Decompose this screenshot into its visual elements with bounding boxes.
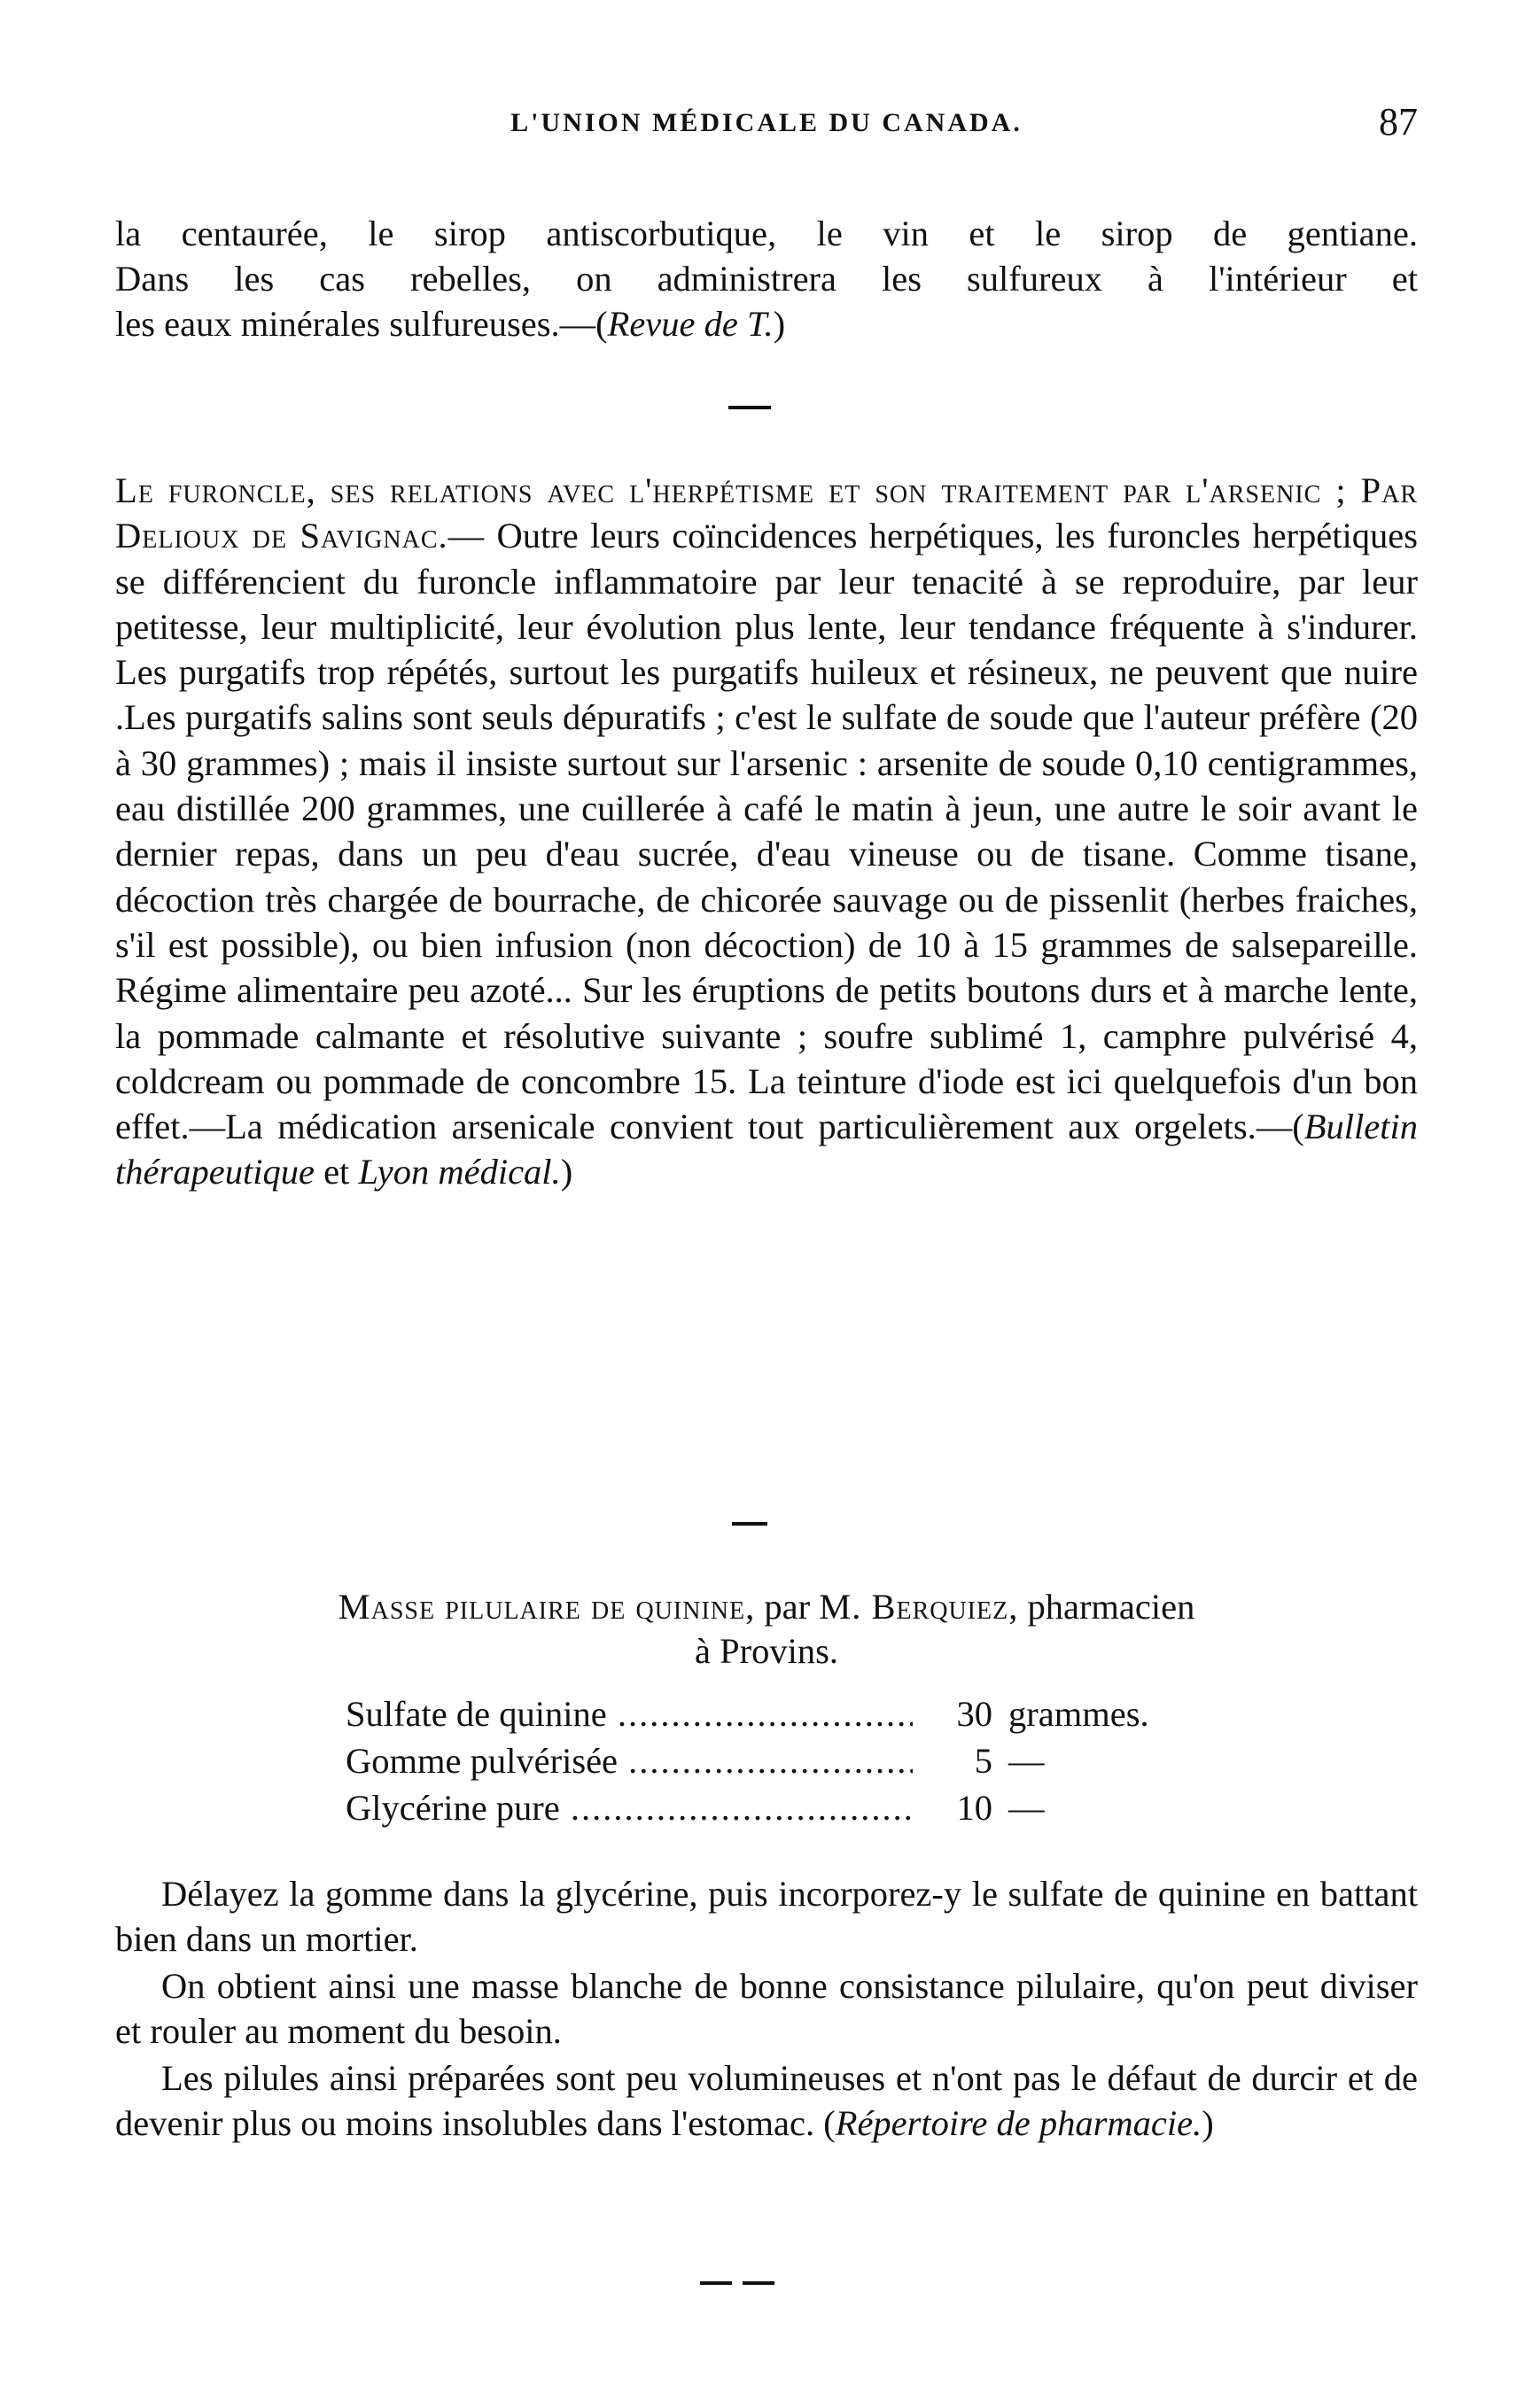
section-divider [732, 1522, 767, 1526]
article-quinine-title-line-2: à Provins. [695, 1631, 838, 1671]
quinine-paragraph-3 [115, 2055, 1418, 2147]
formula-ingredient: Sulfate de quinine ..... [346, 1690, 913, 1737]
quinine-paragraph-3-text: Les pilules ainsi préparées sont peu volumineuses et n'ont pas le défaut de durcir et de devenir plus ou moins insolubles dans l'estomac. ( [115, 2058, 1418, 2144]
quinine-source: Répertoire de pharmacie. [835, 2103, 1202, 2144]
article-quinine-title-rest: pharmacien [1018, 1587, 1195, 1627]
intro-line-1: la centaurée, le sirop antiscorbutique, le vin et le sirop de gentiane. [115, 214, 1418, 253]
formula-quantity: 5 [974, 1741, 992, 1781]
intro-line-2: Dans les cas rebelles, on administrera les sulfureux à l'intérieur et [115, 259, 1418, 299]
article-furoncle-source-and: et [314, 1152, 359, 1192]
intro-line-3-text: les eaux minérales sulfureuses.—( [115, 304, 608, 344]
formula-row [346, 1690, 1196, 1737]
formula-list [346, 1690, 1196, 1831]
quinine-paragraph-2: On obtient ainsi une masse blanche de bonne consistance pilulaire, qu'on peut diviser et rouler au moment du besoin. [115, 1966, 1418, 2052]
quinine-paragraph-3-end: ) [1202, 2103, 1214, 2144]
end-divider [700, 2281, 732, 2285]
article-furoncle-source-2: Lyon médical. [358, 1152, 561, 1192]
article-furoncle-source-1: Bulletin thérapeutique [115, 1107, 1418, 1192]
article-quinine-title-by: par [755, 1587, 820, 1627]
section-divider [728, 406, 771, 409]
article-furoncle [115, 468, 1418, 1195]
article-furoncle-body: Outre leurs coïncidences herpétiques, les furoncles herpétiques se différencient du furoncle inflammatoire par leur tenacité à se reproduire, par leur petitesse, leur multiplicité, leur évolution plus lente, leur tendance fréquente à s'indurer. Les purgatifs trop répétés, surtout les purgatifs huileux et résineux, ne peuvent que nuire .Les purgatifs salins sont seuls dépuratifs ; c'est le sulfate de soude que l'auteur préfère (20 à 30 grammes) ; mais il insiste surtout sur l'arsenic : arsenite de soude 0,10 centigrammes, eau distillée 200 grammes, une cuillerée à café le matin à jeun, une autre le soir avant le dernier repas, dans un peu d'eau sucrée, d'eau vineuse ou de tisane. Comme tisane, décoction très chargée de bourrache, de chicorée sauvage ou de pissenlit (herbes fraiches, s'il est possible), ou bien infusion (non décoction) de 10 à 15 grammes de salsepareille. Régime alimentaire peu azoté... Sur les éruptions de petits boutons durs et à marche lente, la pommade calmante et résolutive suivante ; soufre sublimé 1, camphre pulvérisé 4, coldcream ou pommade de concombre 15. La teinture d'iode est ici quelquefois d'un bon effet.—La médication arsenicale convient tout particulièrement aux orgelets.—( [115, 516, 1418, 1147]
quinine-paragraph-1: Délayez la gomme dans la glycérine, puis incorporez-y le sulfate de quinine en battant bien dans un mortier. [115, 1874, 1418, 1960]
article-quinine-title [115, 1584, 1418, 1630]
intro-line-3-end: ) [773, 304, 786, 344]
article-furoncle-title: Le furoncle, ses relations avec l'herpétisme et son traitement par l'arsenic ; Par Delioux de Savignac.— [115, 470, 1418, 556]
intro-source: Revue de T. [607, 304, 774, 344]
end-divider [743, 2281, 774, 2285]
journal-title: L'UNION MÉDICALE DU CANADA. [510, 108, 1023, 137]
formula-unit: grammes. [1008, 1694, 1149, 1734]
formula-unit: — [1008, 1741, 1045, 1781]
article-furoncle-source-end: ) [560, 1152, 573, 1192]
article-quinine-author: M. Berquiez, [819, 1587, 1019, 1627]
formula-quantity: 10 [956, 1788, 992, 1828]
formula-unit: — [1008, 1788, 1045, 1828]
formula-row [346, 1737, 1196, 1784]
running-header [115, 96, 1418, 149]
page-number: 87 [1379, 100, 1418, 144]
article-quinine-title-text: Masse pilulaire de quinine, [338, 1587, 756, 1627]
formula-ingredient: Glycérine pure ..... [346, 1784, 913, 1831]
formula-row [346, 1784, 1196, 1831]
formula-ingredient: Gomme pulvérisée ..... [346, 1737, 913, 1784]
formula-quantity: 30 [956, 1694, 992, 1734]
intro-line-3 [115, 301, 1418, 346]
